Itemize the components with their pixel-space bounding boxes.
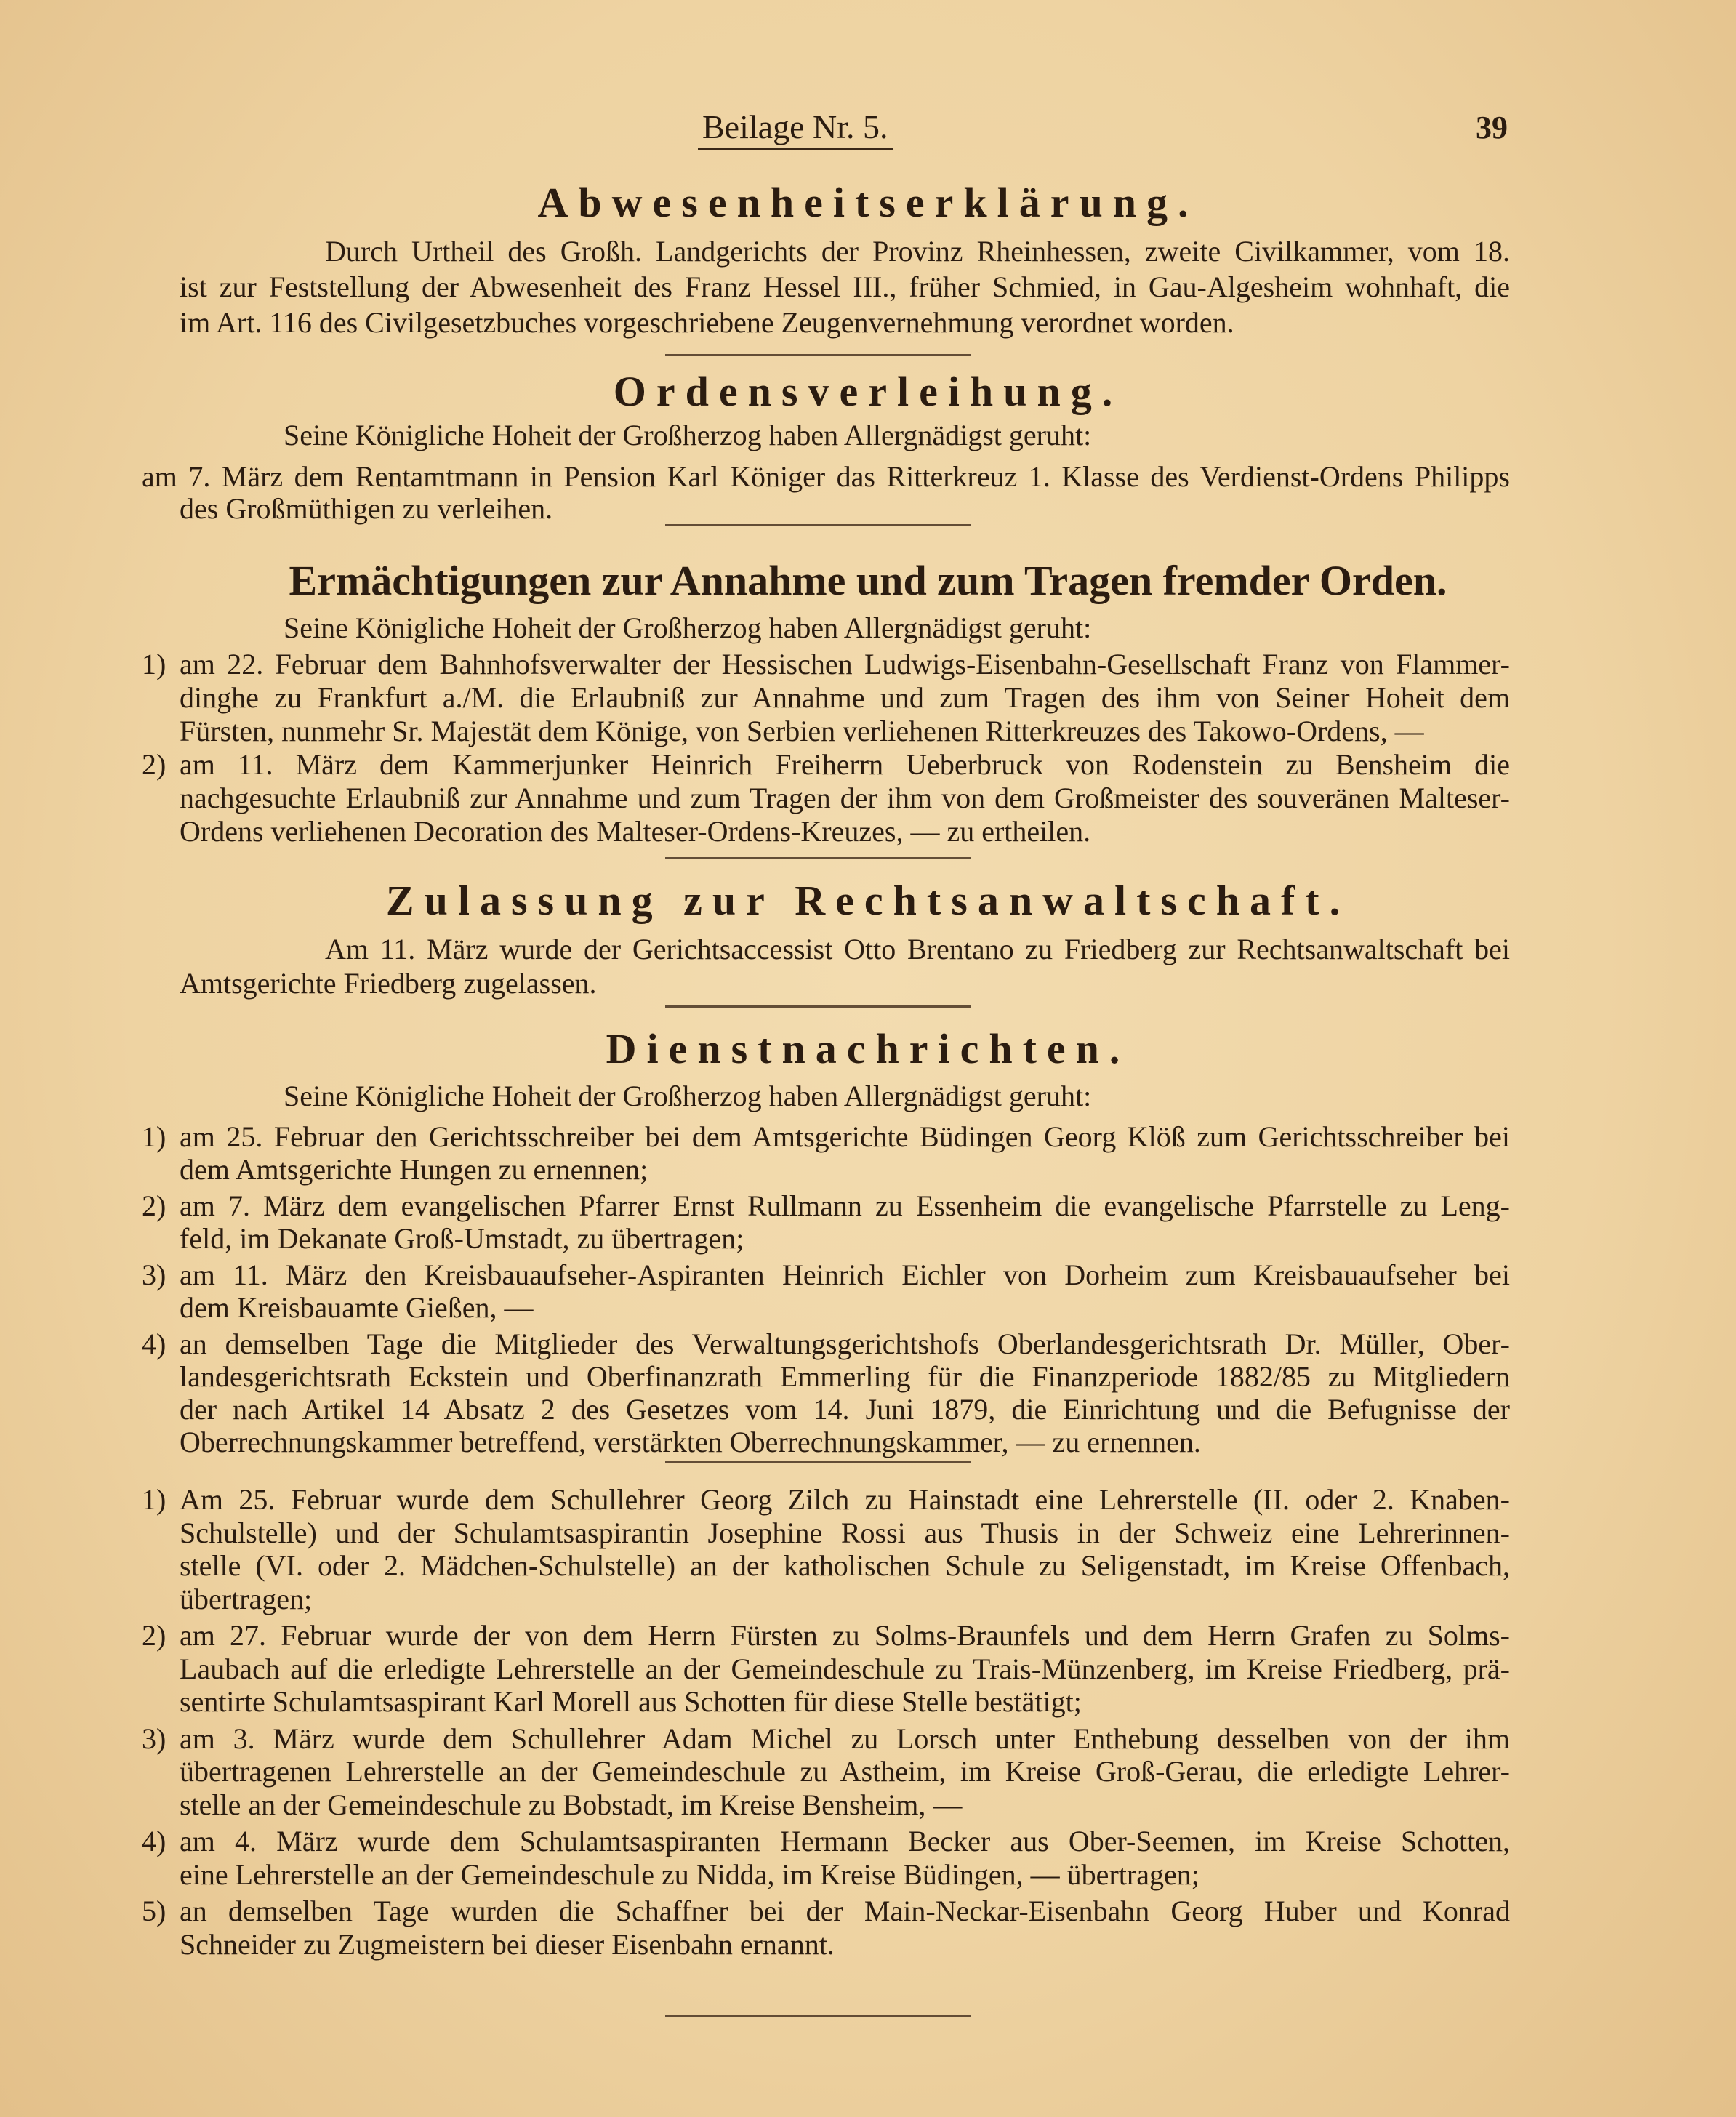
section-divider <box>665 354 971 356</box>
line-text: am 4. März wurde dem Schulamtsaspiranten Hermann Becker aus Ober-Seemen, im Kreise Schotten, <box>180 1825 1510 1857</box>
section-divider <box>665 1461 971 1463</box>
line-text: Oberrechnungskammer betreffend, verstärkten Oberrechnungskammer, — zu ernennen. <box>180 1426 1201 1458</box>
text-line <box>180 1189 1510 1222</box>
text-line <box>142 461 1510 493</box>
line-text: am 11. März den Kreisbauaufseher-Aspiranten Heinrich Eichler von Dorheim zum Kreisbauaufseher bei <box>180 1258 1510 1291</box>
line-text: Schneider zu Zugmeistern bei dieser Eisenbahn ernannt. <box>180 1927 835 1961</box>
line-text: an demselben Tage wurden die Schaffner bei der Main-Neckar-Eisenbahn Georg Huber und Konrad <box>180 1895 1510 1927</box>
section-intro <box>284 611 1519 645</box>
line-text: Ordens verliehenen Decoration des Malteser-Ordens-Kreuzes, — zu ertheilen. <box>180 815 1091 848</box>
line-text: landesgerichtsrath Eckstein und Oberfinanzrath Emmerling für die Finanzperiode 1882/85 zu Mitgliedern <box>180 1360 1510 1393</box>
text-line <box>180 1685 1510 1719</box>
section-title: Ordensverleihung. <box>613 368 1123 415</box>
line-text: am 27. Februar wurde der von dem Herrn Fürsten zu Solms-Braunfels und dem Herrn Grafen zu Solms- <box>180 1619 1510 1652</box>
list-item <box>142 648 1510 748</box>
text-line <box>180 1583 1510 1616</box>
line-text: ist zur Feststellung der Abwesenheit des Franz Hessel III., früher Schmied, in Gau-Algesheim wohnhaft, die <box>180 270 1510 303</box>
line-text: Seine Königliche Hoheit der Großherzog haben Allergnädigst geruht: <box>284 611 1092 644</box>
line-text: Seine Königliche Hoheit der Großherzog haben Allergnädigst geruht: <box>284 1080 1092 1112</box>
item-text <box>180 1895 1510 1961</box>
line-text: Am 25. Februar wurde dem Schullehrer Georg Zilch zu Hainstadt eine Lehrerstelle (II. oder 2. Knaben- <box>180 1483 1510 1516</box>
item-text <box>180 1825 1510 1891</box>
section-body <box>142 648 1510 848</box>
text-line <box>180 305 1510 340</box>
text-line <box>180 1652 1510 1686</box>
text-line <box>180 1222 1510 1255</box>
item-number: 1) <box>142 1120 166 1153</box>
item-number: 3) <box>142 1722 166 1755</box>
text-line <box>180 648 1510 681</box>
text-line <box>180 1393 1510 1426</box>
line-text: sentirte Schulamtsaspirant Karl Morell aus Schotten für diese Stelle bestätigt; <box>180 1685 1082 1718</box>
line-text: Schulstelle) und der Schulamtsaspirantin Josephine Rossi aus Thusis in der Schweiz eine Lehrerinnen- <box>180 1516 1510 1549</box>
line-text: nachgesuchte Erlaubniß zur Annahme und zum Tragen der ihm von dem Großmeister des souveränen Malteser- <box>180 782 1510 814</box>
text-line <box>180 1258 1510 1291</box>
section-body <box>142 461 1510 525</box>
text-line <box>180 1360 1510 1393</box>
item-number: 1) <box>142 1483 166 1516</box>
line-text: am 22. Februar dem Bahnhofsverwalter der Hessischen Ludwigs-Eisenbahn-Gesellschaft Franz von Flammer- <box>180 648 1510 680</box>
text-line <box>180 1722 1510 1756</box>
list-item <box>142 1327 1510 1458</box>
item-text <box>180 1120 1510 1186</box>
line-text: Durch Urtheil des Großh. Landgerichts der Provinz Rheinhessen, zweite Civilkammer, vom 18. <box>325 235 1510 268</box>
line-text: übertragenen Lehrerstelle an der Gemeindeschule zu Astheim, im Kreise Groß-Gerau, die erledigte Lehrer- <box>180 1755 1510 1788</box>
list-item <box>142 1189 1510 1255</box>
section-title: Ermächtigungen zur Annahme und zum Tragen fremder Orden. <box>289 557 1447 604</box>
text-line <box>180 1549 1510 1583</box>
line-text: im Art. 116 des Civilgesetzbuches vorgeschriebene Zeugenvernehmung verordnet worden. <box>180 306 1234 339</box>
section-body <box>180 932 1510 1000</box>
text-line <box>180 1858 1510 1892</box>
line-text: feld, im Dekanate Groß-Umstadt, zu übertragen; <box>180 1222 744 1255</box>
text-line <box>180 269 1510 305</box>
list-item <box>142 748 1510 848</box>
text-line <box>180 1788 1510 1822</box>
section-title: Abwesenheitserklärung. <box>537 179 1199 226</box>
line-text: dem Kreisbauamte Gießen, — <box>180 1291 534 1324</box>
list-item <box>142 461 1510 525</box>
text-line <box>180 1120 1510 1153</box>
list-item <box>142 1722 1510 1822</box>
text-line <box>180 233 1510 269</box>
text-line <box>284 611 1519 645</box>
list-item <box>142 1825 1510 1891</box>
text-line <box>142 493 1510 525</box>
item-number: 3) <box>142 1258 166 1291</box>
text-line <box>180 715 1510 748</box>
line-text: stelle an der Gemeindeschule zu Bobstadt, im Kreise Bensheim, — <box>180 1788 963 1821</box>
section-body <box>142 1120 1510 1458</box>
item-text <box>180 1258 1510 1324</box>
line-text: des Großmüthigen zu verleihen. <box>180 493 553 525</box>
line-text: Fürsten, nunmehr Sr. Majestät dem Könige, von Serbien verliehenen Ritterkreuzes des Takowo-Ordens, — <box>180 715 1424 747</box>
item-number: 4) <box>142 1825 166 1857</box>
text-line <box>180 1755 1510 1788</box>
item-number: 2) <box>142 748 166 781</box>
section-title: Zulassung zur Rechtsanwaltschaft. <box>385 877 1351 924</box>
line-text: Amtsgerichte Friedberg zugelassen. <box>180 967 597 1000</box>
item-text <box>180 1189 1510 1255</box>
section-divider <box>665 524 971 526</box>
text-line <box>180 782 1510 815</box>
text-line <box>284 1080 1519 1112</box>
line-text: stelle (VI. oder 2. Mädchen-Schulstelle) an der katholischen Schule zu Seligenstadt, im Kreise Offenbach, <box>180 1549 1510 1582</box>
text-line <box>180 1327 1510 1360</box>
section-intro <box>284 1080 1519 1112</box>
item-number: 1) <box>142 648 166 680</box>
text-line <box>180 1825 1510 1858</box>
item-text <box>180 1483 1510 1615</box>
item-text <box>142 461 1510 525</box>
text-line <box>180 1895 1510 1928</box>
item-text <box>180 1327 1510 1458</box>
line-text: übertragen; <box>180 1582 313 1615</box>
text-line <box>284 419 1519 451</box>
section-body <box>142 1483 1510 1961</box>
line-text: am 7. März dem evangelischen Pfarrer Ernst Rullmann zu Essenheim die evangelische Pfarrstelle zu Leng- <box>180 1189 1510 1222</box>
page-number: 39 <box>1476 110 1508 145</box>
item-number: 5) <box>142 1895 166 1927</box>
line-text: Am 11. März wurde der Gerichtsaccessist Otto Brentano zu Friedberg zur Rechtsanwaltschaft bei <box>325 933 1510 965</box>
text-line <box>180 932 1510 966</box>
item-text <box>180 1619 1510 1719</box>
line-text: am 7. März dem Rentamtmann in Pension Karl Königer das Ritterkreuz 1. Klasse des Verdienst-Ordens Philipps <box>142 461 1510 493</box>
item-text <box>180 1722 1510 1822</box>
supplement-heading: Beilage Nr. 5. <box>698 108 893 150</box>
list-item <box>142 1120 1510 1186</box>
line-text: an demselben Tage die Mitglieder des Verwaltungsgerichtshofs Oberlandesgerichtsrath Dr. Müller, Ober- <box>180 1327 1510 1360</box>
section-divider <box>665 2015 971 2017</box>
list-item <box>142 1895 1510 1961</box>
line-text: dem Amtsgerichte Hungen zu ernennen; <box>180 1153 648 1186</box>
line-text: dinghe zu Frankfurt a./M. die Erlaubniß zur Annahme und zum Tragen des ihm von Seiner Hoheit dem <box>180 681 1510 714</box>
line-text: eine Lehrerstelle an der Gemeindeschule zu Nidda, im Kreise Büdingen, — übertragen; <box>180 1857 1199 1891</box>
text-line <box>180 1483 1510 1517</box>
item-number: 2) <box>142 1619 166 1652</box>
line-text: am 11. März dem Kammerjunker Heinrich Freiherrn Ueberbruck von Rodenstein zu Bensheim die <box>180 748 1510 781</box>
item-number: 2) <box>142 1189 166 1222</box>
section-intro <box>284 419 1519 451</box>
line-text: am 25. Februar den Gerichtsschreiber bei dem Amtsgerichte Büdingen Georg Klöß zum Gerichtsschreiber bei <box>180 1120 1510 1153</box>
line-text: Seine Königliche Hoheit der Großherzog haben Allergnädigst geruht: <box>284 419 1092 451</box>
item-text <box>180 748 1510 848</box>
text-line <box>180 1928 1510 1961</box>
line-text: am 3. März wurde dem Schullehrer Adam Michel zu Lorsch unter Enthebung desselben von der ihm <box>180 1722 1510 1755</box>
text-line <box>180 815 1510 848</box>
section-body <box>180 233 1510 340</box>
line-text: Laubach auf die erledigte Lehrerstelle an der Gemeindeschule zu Trais-Münzenberg, im Kreise Friedberg, prä- <box>180 1652 1510 1685</box>
item-number: 4) <box>142 1327 166 1360</box>
text-line <box>180 1426 1510 1458</box>
text-line <box>180 1153 1510 1186</box>
section-title: Dienstnachrichten. <box>606 1025 1130 1072</box>
item-text <box>180 648 1510 748</box>
text-line <box>180 1517 1510 1550</box>
text-line <box>180 966 1510 1000</box>
section-divider <box>665 857 971 859</box>
list-item <box>142 1483 1510 1615</box>
text-line <box>180 1619 1510 1652</box>
text-line <box>180 1291 1510 1324</box>
list-item <box>142 1619 1510 1719</box>
section-divider <box>665 1005 971 1008</box>
text-line <box>180 681 1510 715</box>
list-item <box>142 1258 1510 1324</box>
text-line <box>180 748 1510 782</box>
line-text: der nach Artikel 14 Absatz 2 des Gesetzes vom 14. Juni 1879, die Einrichtung und die Befugnisse der <box>180 1393 1510 1426</box>
